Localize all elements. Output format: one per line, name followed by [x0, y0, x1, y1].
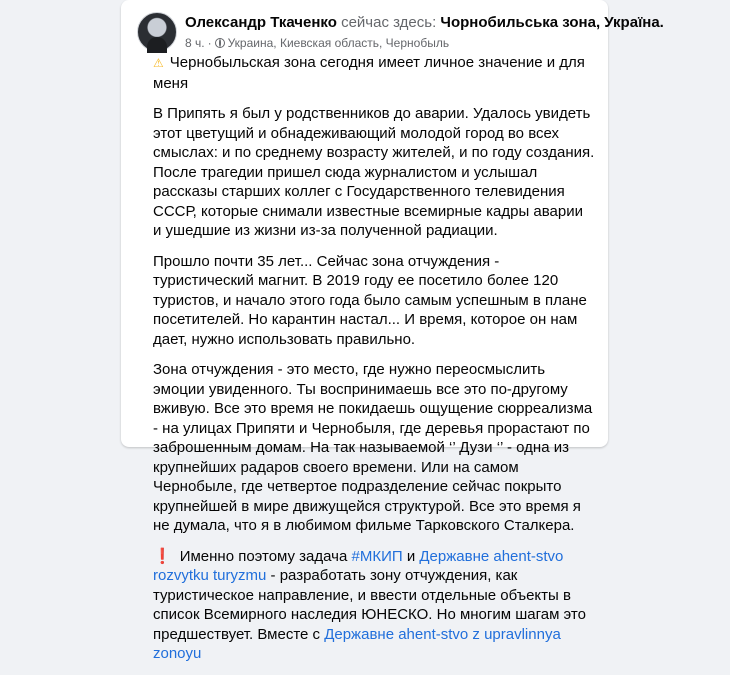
post-card: [121, 0, 664, 662]
post-headline: [185, 13, 664, 32]
paragraph-5: [153, 547, 595, 664]
meta-separator: ·: [207, 36, 212, 50]
paragraph-5-text-a: Именно поэтому задача: [179, 547, 348, 565]
paragraph-2: В Припять я был у родственников до аварии. Удалось увидеть этот цветущий и обнадеживающий молодой город во всех смыслах: и по среднему возрасту жителей, и по году создания. После трагедии пришел сюда журналистом и услышал рассказы старших коллег с Государственного телевидения СССР, которые снимали известные всемирные кадры аварии и ушедшие из жизни из-за полученной радиации.: [153, 105, 595, 239]
paragraph-5-text-c: - разработать зону отчуждения, как туристическое направление, и ввести отдельные объекты в список Всемирного наследия ЮНЕСКО. Но многим шагам это предшествует. Вместе с: [153, 567, 586, 643]
post-meta: [185, 35, 449, 51]
warning-icon: ⚠: [153, 56, 164, 70]
checkin-place[interactable]: Чорнобильська зона, Україна.: [440, 14, 664, 31]
globe-icon[interactable]: [215, 38, 225, 48]
agency-link-1[interactable]: Державне ahent-stvo rozvytku turyzmu: [153, 547, 564, 584]
author-name[interactable]: Олександр Ткаченко: [185, 14, 337, 31]
paragraph-1: [153, 53, 595, 93]
agency-link-2[interactable]: Державне ahent-stvo z upravlinnya zonoyu: [153, 625, 561, 662]
post-header: [137, 12, 664, 52]
paragraph-5-text-b: и: [406, 547, 416, 565]
hashtag-link[interactable]: #МКИП: [351, 547, 403, 565]
post-time[interactable]: 8 ч.: [185, 36, 205, 50]
post-location[interactable]: Украина, Киевская область, Чернобыль: [227, 36, 450, 50]
post-text: [153, 53, 595, 675]
paragraph-1-text: Чернобыльская зона сегодня имеет личное значение и для меня: [153, 54, 585, 92]
paragraph-3: Прошло почти 35 лет... Сейчас зона отчуждения - туристический магнит. В 2019 году ее посетило более 120 туристов, и начало этого года было самым успешным в плане посетителей. Но карантин настал... И время, которое он нам дает, нужно использовать правильно.: [153, 252, 587, 348]
exclamation-icon: ❗: [153, 547, 172, 565]
checkin-text: сейчас здесь:: [341, 14, 437, 31]
author-avatar[interactable]: [137, 12, 177, 52]
paragraph-4: Зона отчуждения - это место, где нужно переосмыслить эмоции увиденного. Ты воспринимаешь все это по-другому вживую. Все это время не покидаешь ощущение сюрреализма - на улицах Припяти и Чернобыля, где деревья прорастают по заброшенным домам. На так называемой ‘’ Дузи ‘’ - одна из крупнейших радаров своего времени. Или на самом Чернобыле, где четвертое подразделение сейчас покрыто крупнейшей в мире движущейся структурой. Все это время я не думала, что я в любимом фильме Тарковского Сталкера.: [153, 361, 593, 534]
